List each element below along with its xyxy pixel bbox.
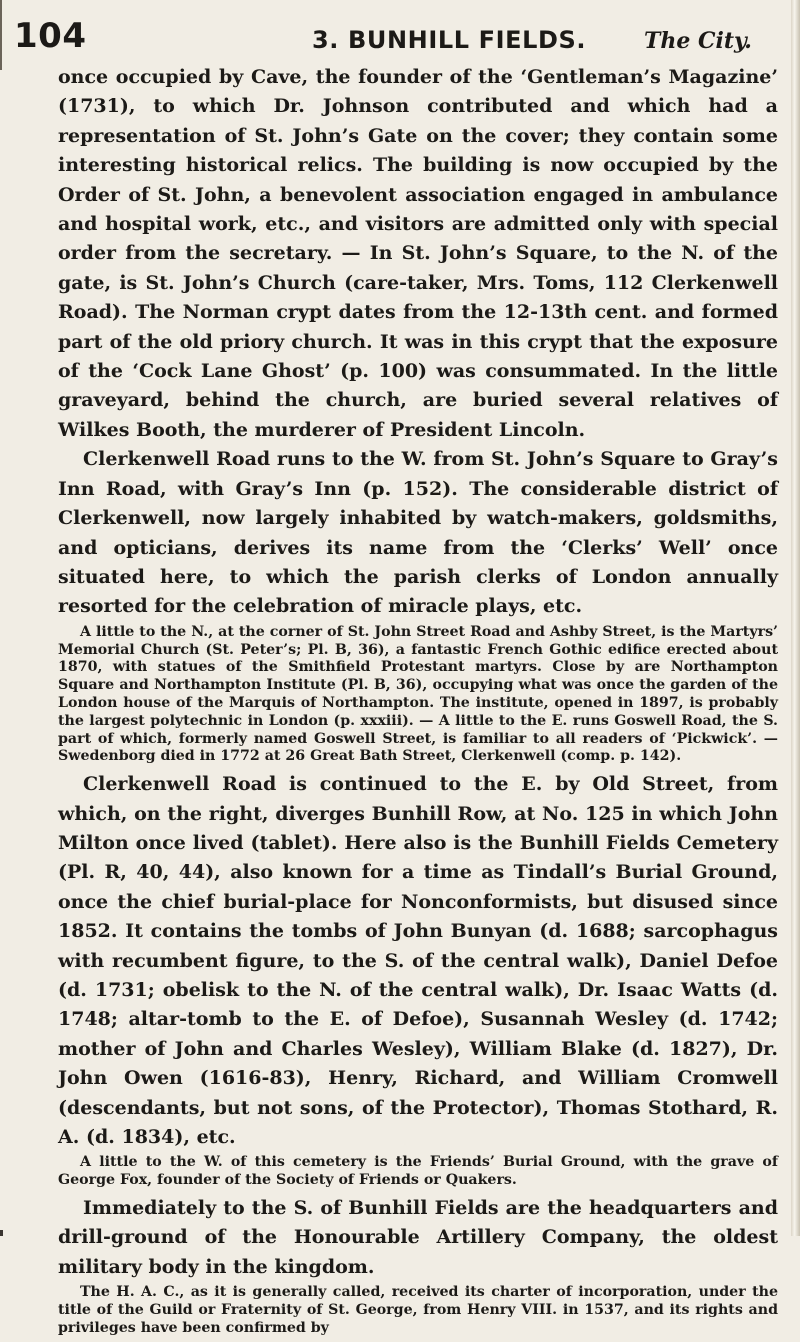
note-martyrs-memorial: A little to the N., at the corner of St. John Street Road and Ashby Street, is the Martyrs’ Memorial Church (St. Peter’s; Pl. B, 36), a fantastic French Gothic edifice erected about 1870, with statues of the Smithfield Protestant martyrs. Close by are Northampton Square and Northampton Institute (Pl. B, 36), occupying what was once the garden of the London house of the Marquis of Northampton. The institute, opened in 1897, is probably the largest polytechnic in London (p. xxxiii). — A little to the E. runs Goswell Road, the S. part of which, formerly named Goswell Street, is familiar to all readers of ‘Pickwick’. — Swedenborg died in 1772 at 26 Great Bath Street, Clerkenwell (comp. p. 142). [58,623,778,765]
paragraph-st-johns-gate: once occupied by Cave, the founder of the ‘Gentleman’s Magazine’ (1731), to which Dr. Johnson contributed and which had a representation of St. John’s Gate on the cover; they contain some interesting historical relics. The building is now occupied by the Order of St. John, a benevolent association engaged in ambulance and hospital work, etc., and visitors are admitted only with special order from the secretary. — In St. John’s Square, to the N. of the gate, is St. John’s Church (care-taker, Mrs. Toms, 112 Clerkenwell Road). The Norman crypt dates from the 12-13th cent. and formed part of the old priory church. It was in this crypt that the exposure of the ‘Cock Lane Ghost’ (p. 100) was consummated. In the little graveyard, behind the church, are buried several relatives of Wilkes Booth, the murderer of President Lincoln. [58,66,778,441]
section-tag: The City. [644,28,752,54]
page-edge-shadow [791,0,800,1236]
paragraph-bunhill-fields: Clerkenwell Road is continued to the E. by Old Street, from which, on the right, diverges Bunhill Row, at No. 125 in which John Milton once lived (tablet). Here also is the Bunhill Fields Cemetery (Pl. R, 40, 44), also known for a time as Tindall’s Burial Ground, once the chief burial-place for Nonconformists, but disused since 1852. It contains the tombs of John Bunyan (d. 1688; sarcophagus with recumbent figure, to the S. of the central walk), Daniel Defoe (d. 1731; obelisk to the N. of the central walk), Dr. Isaac Watts (d. 1748; altar-tomb to the E. of Defoe), Susannah Wesley (d. 1742; mother of John and Charles Wesley), William Blake (d. 1827), Dr. John Owen (1616-83), Henry, Richard, and William Cromwell (descendants, but not sons, of the Protector), Thomas Stothard, R. A. (d. 1834), etc. [58,773,778,1148]
paragraph-artillery-company: Immediately to the S. of Bunhill Fields are the headquarters and drill-ground of the Honourable Artillery Company, the oldest military body in the kingdom. [58,1196,778,1278]
paragraph-clerkenwell: Clerkenwell Road runs to the W. from St. John’s Square to Gray’s Inn Road, with Gray’s Inn (p. 152). The considerable district of Clerkenwell, now largely inhabited by watch-makers, goldsmiths, and opticians, derives its name from the ‘Clerks’ Well’ once situated here, to which the parish clerks of London annually resorted for the celebration of miracle plays, etc. [58,448,778,618]
note-friends-burial-ground: A little to the W. of this cemetery is the Friends’ Burial Ground, with the grave of George Fox, founder of the Society of Friends or Quakers. [58,1154,778,1189]
page-corner-mark-bottom [0,1230,13,1236]
note-hac-charter: The H. A. C., as it is generally called, received its charter of incorporation, under the title of the Guild or Fraternity of St. George, from Henry VIII. in 1537, and its rights and privileges have been confirmed by [58,1284,778,1336]
page-body [58,63,778,1342]
running-head: 3. BUNHILL FIELDS. [312,26,587,54]
page-number: 104 [14,16,87,56]
page-header [0,14,800,54]
